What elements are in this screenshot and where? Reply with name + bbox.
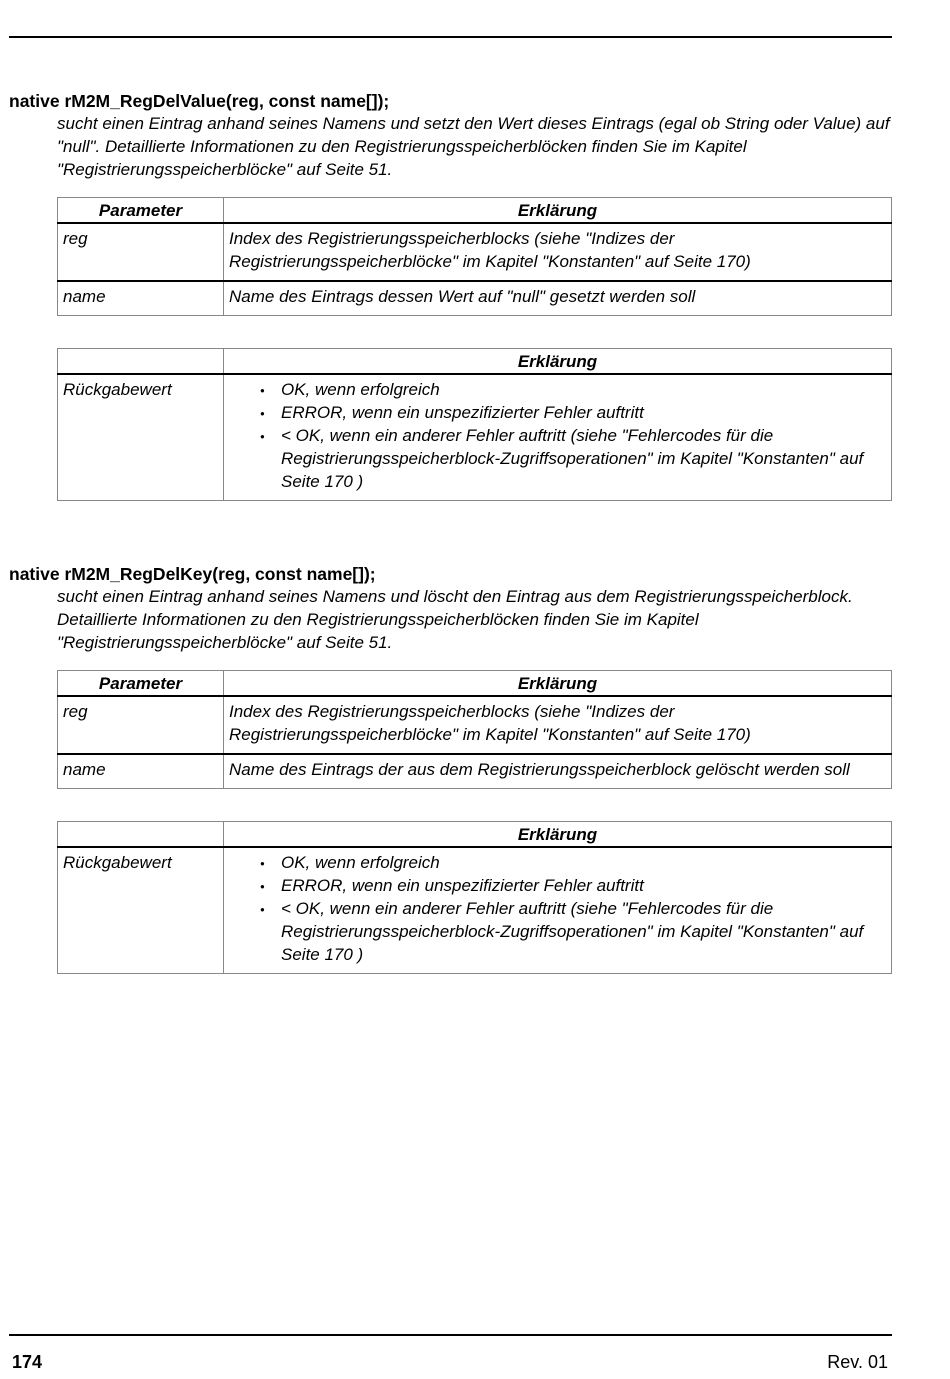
table-row (58, 847, 892, 974)
function-description: sucht einen Eintrag anhand seines Namens und setzt den Wert dieses Eintrags (egal ob String oder Value) auf "null". Detaillierte Informationen zu den Registrierungsspeicherblöcken finden Sie im Kapitel "Registrierungsspeicherblöcke" auf Seite 51. (57, 114, 890, 179)
return-header-explanation: Erklärung (224, 822, 892, 848)
return-header-empty (58, 822, 224, 848)
footer-rule (9, 1334, 892, 1336)
return-table (57, 348, 892, 501)
param-header-explanation: Erklärung (224, 198, 892, 224)
param-name: reg (58, 223, 224, 281)
param-name: name (58, 754, 224, 789)
list-item: ● ERROR, wenn ein unspezifizierter Fehler auftritt (281, 401, 886, 424)
list-item: ● < OK, wenn ein anderer Fehler auftritt (siehe "Fehlercodes für die Registrierungsspeicherblock-Zugriffsoperationen" im Kapitel "Konstanten" auf Seite 170 ) (281, 424, 886, 493)
table-row (58, 223, 892, 281)
return-table (57, 821, 892, 974)
return-label: Rückgabewert (58, 374, 224, 501)
param-text: Name des Eintrags der aus dem Registrierungsspeicherblock gelöscht werden soll (224, 754, 892, 789)
section-regdelvalue (9, 90, 892, 501)
list-item: ● OK, wenn erfolgreich (281, 378, 886, 401)
param-header-parameter: Parameter (58, 198, 224, 224)
list-item: ● OK, wenn erfolgreich (281, 851, 886, 874)
section-regdelkey (9, 563, 892, 974)
return-header-explanation: Erklärung (224, 349, 892, 375)
table-row (58, 696, 892, 754)
function-signature: native rM2M_RegDelValue(reg, const name[]); (9, 91, 390, 111)
param-text: Index des Registrierungsspeicherblocks (siehe "Indizes der Registrierungsspeicherblöcke" im Kapitel "Konstanten" auf Seite 170) (224, 696, 892, 754)
parameter-table (57, 197, 892, 316)
list-item: ● < OK, wenn ein anderer Fehler auftritt (siehe "Fehlercodes für die Registrierungsspeicherblock-Zugriffsoperationen" im Kapitel "Konstanten" auf Seite 170 ) (281, 897, 886, 966)
param-text: Index des Registrierungsspeicherblocks (siehe "Indizes der Registrierungsspeicherblöcke" im Kapitel "Konstanten" auf Seite 170) (224, 223, 892, 281)
param-header-explanation: Erklärung (224, 671, 892, 697)
param-name: reg (58, 696, 224, 754)
param-text: Name des Eintrags dessen Wert auf "null" gesetzt werden soll (224, 281, 892, 316)
table-row (58, 374, 892, 501)
return-header-empty (58, 349, 224, 375)
return-values (224, 847, 892, 974)
return-values (224, 374, 892, 501)
function-description: sucht einen Eintrag anhand seines Namens und löscht den Eintrag aus dem Registrierungsspeicherblock. Detaillierte Informationen zu den Registrierungsspeicherblöcken finden Sie im Kapitel "Registrierungsspeicherblöcke" auf Seite 51. (57, 587, 853, 652)
return-list (229, 851, 886, 966)
table-row (58, 754, 892, 789)
param-name: name (58, 281, 224, 316)
revision-label: Rev. 01 (827, 1352, 888, 1372)
parameter-table (57, 670, 892, 789)
param-header-parameter: Parameter (58, 671, 224, 697)
header-rule (9, 36, 892, 38)
table-row (58, 281, 892, 316)
return-label: Rückgabewert (58, 847, 224, 974)
function-signature: native rM2M_RegDelKey(reg, const name[]); (9, 564, 376, 584)
list-item: ● ERROR, wenn ein unspezifizierter Fehler auftritt (281, 874, 886, 897)
page-number: 174 (12, 1352, 43, 1372)
return-list (229, 378, 886, 493)
